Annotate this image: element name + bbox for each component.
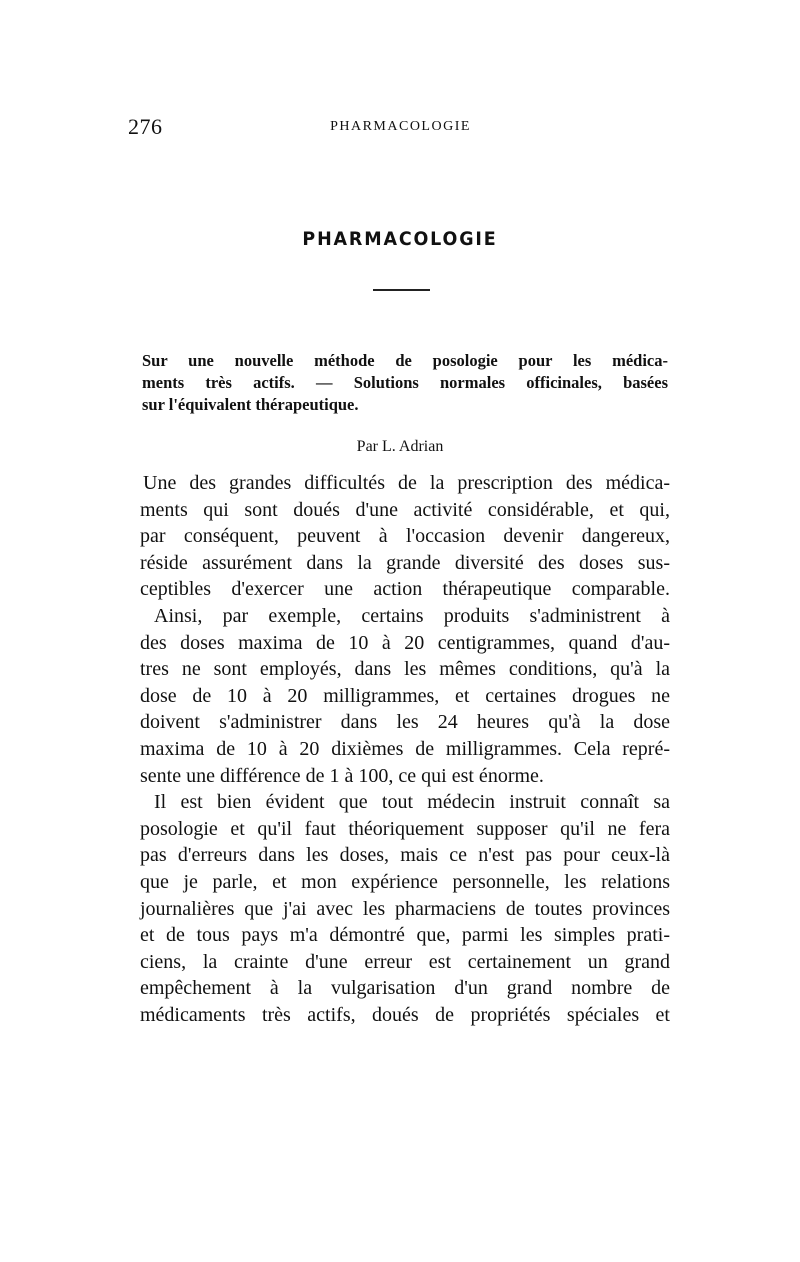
section-title: PHARMACOLOGIE bbox=[302, 228, 498, 250]
article-title-line: ments très actifs. — Solutions normales officinales, basées bbox=[142, 373, 668, 392]
body-line: ments qui sont doués d'une activité considérable, et qui, bbox=[140, 498, 670, 521]
body-line: Une des grandes difficultés de la prescription des médica- bbox=[143, 472, 670, 494]
body-line: pas d'erreurs dans les doses, mais ce n'est pas pour ceux-là bbox=[140, 844, 670, 867]
running-head bbox=[128, 114, 673, 144]
body-line: et de tous pays m'a démontré que, parmi les simples prati- bbox=[140, 924, 670, 947]
body-line: maxima de 10 à 20 dixièmes de milligrammes. Cela repré- bbox=[140, 737, 670, 760]
body-line: tres ne sont employés, dans les mêmes conditions, qu'à la bbox=[140, 658, 670, 681]
body-line: doivent s'administrer dans les 24 heures qu'à la dose bbox=[140, 711, 670, 734]
title-rule bbox=[373, 289, 430, 291]
body-line: posologie et qu'il faut théoriquement supposer qu'il ne fera bbox=[140, 817, 670, 840]
body-line: dose de 10 à 20 milligrammes, et certaines drogues ne bbox=[140, 684, 670, 707]
article-title bbox=[142, 350, 668, 416]
body-line: ceptibles d'exercer une action thérapeutique comparable. bbox=[140, 578, 670, 601]
body-line: sente une différence de 1 à 100, ce qui est énorme. bbox=[140, 764, 544, 787]
author-byline: Par L. Adrian bbox=[356, 438, 444, 455]
article-title-line: Sur une nouvelle méthode de posologie pour les médica- bbox=[142, 351, 668, 370]
body-text bbox=[140, 470, 670, 1028]
body-line: que je parle, et mon expérience personnelle, les relations bbox=[140, 870, 670, 893]
running-title: PHARMACOLOGIE bbox=[330, 119, 471, 134]
page-number: 276 bbox=[128, 114, 163, 139]
body-line: par conséquent, peuvent à l'occasion devenir dangereux, bbox=[140, 525, 670, 548]
body-line: des doses maxima de 10 à 20 centigrammes, quand d'au- bbox=[140, 631, 670, 654]
body-line: Ainsi, par exemple, certains produits s'administrent à bbox=[154, 604, 670, 627]
byline bbox=[0, 438, 800, 456]
body-line: empêchement à la vulgarisation d'un grand nombre de bbox=[140, 977, 670, 1000]
body-line: ciens, la crainte d'une erreur est certainement un grand bbox=[140, 950, 670, 973]
body-line: Il est bien évident que tout médecin instruit connaît sa bbox=[154, 791, 670, 814]
body-line: journalières que j'ai avec les pharmaciens de toutes provinces bbox=[140, 897, 670, 920]
body-line: réside assurément dans la grande diversité des doses sus- bbox=[140, 551, 670, 574]
body-line: médicaments très actifs, doués de propriétés spéciales et bbox=[140, 1003, 670, 1026]
article-title-line: sur l'équivalent thérapeutique. bbox=[142, 395, 359, 414]
